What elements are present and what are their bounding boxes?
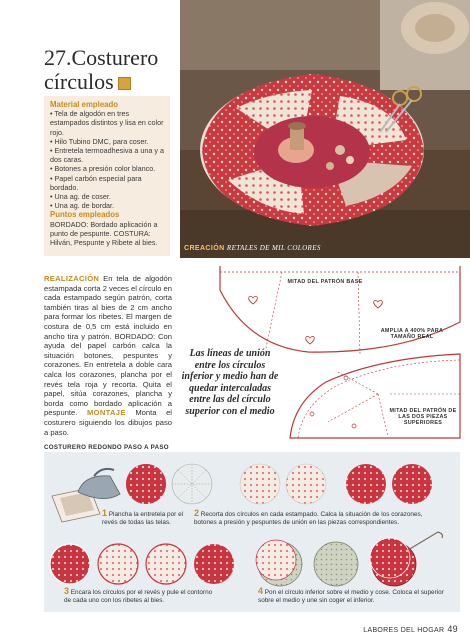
label-upper: MITAD DEL PATRÓN DE LAS DOS PIEZAS SUPERIORES bbox=[389, 408, 457, 426]
title-name-line: círculos bbox=[44, 69, 114, 94]
page-title bbox=[44, 46, 180, 94]
needle-icon bbox=[408, 532, 443, 550]
materials-box bbox=[44, 96, 170, 256]
material-item: • Tela de algodón en tres estampados distintos y lisa en color rojo. bbox=[50, 109, 164, 137]
step-1: 1 Plancha la entretela por el revés de todas las telas. bbox=[102, 508, 184, 526]
label-scale: AMPLIA A 400% PARA TAMAÑO REAL bbox=[380, 328, 444, 340]
material-item: • Entretela termoadhesiva a una y a dos caras. bbox=[50, 146, 164, 165]
stitches-heading: Puntos empleados bbox=[50, 210, 120, 220]
realizacion-keyword: REALIZACIÓN bbox=[44, 274, 100, 283]
label-base: MITAD DEL PATRÓN BASE bbox=[287, 279, 363, 285]
page-number: 49 bbox=[447, 624, 458, 634]
montaje-text: Monta el costurero siguiendo los dibujos paso a paso. bbox=[44, 408, 172, 437]
heart-icon bbox=[249, 296, 258, 304]
step-3: 3 Encara los círculos por el revés y pule el contorno de cada uno con los ribetes al bies. bbox=[64, 586, 213, 604]
title-number-line: 27.Costurero bbox=[44, 45, 159, 70]
step-2: 2 Recorta dos círculos en cada estampado. Calca la situación de los corazones, botones a presión y pespuntes de unión en las piezas correspondientes. bbox=[194, 508, 423, 526]
product-photo bbox=[180, 0, 470, 258]
realizacion-text: En tela de algodón estampada corta 2 veces el círculo en cada estampado según patrón, corta también tiras al bies de 2 cm ancho para formar los ribetes. El margen de costura de 0,5 cm está incluido en ancho tira y patrón. BORDADO: Con ayuda del papel carbón calca la situación botones, pespuntes y corazones. En entretela a doble cara calca los corazones, plancha por el revés tela roja y recorta. Quita el papel, sitúa corazones, plancha y borda como bordado aplicación a pespunte. bbox=[44, 274, 172, 418]
thread-spool-icon bbox=[118, 77, 131, 90]
page-footer bbox=[363, 624, 458, 634]
credit-label: CREACIÓN bbox=[184, 245, 225, 252]
stitches-text: BORDADO: Bordado aplicación a punto de pespunte. COSTURA: Hilván, Pespunte y Ribete al bies. bbox=[50, 219, 158, 248]
montaje-keyword: MONTAJE bbox=[87, 408, 126, 418]
magazine-name: LABORES DEL HOGAR bbox=[363, 627, 445, 634]
material-item: • Hilo Tubino DMC, para coser. bbox=[50, 136, 149, 146]
materials-list bbox=[50, 109, 164, 210]
heart-icon bbox=[374, 300, 383, 308]
pull-quote: Las líneas de unión entre los círculos inferior y medio han de quedar intercaladas entre las del círculo superior con el medio bbox=[181, 348, 279, 417]
material-item: • Una ag. de bordar. bbox=[50, 201, 115, 211]
heart-icon bbox=[306, 336, 315, 344]
instructions-text bbox=[44, 274, 172, 437]
step-4: 4 Pon el círculo inferior sobre el medio y cose. Coloca el superior sobre el medio y une sin coger el inferior. bbox=[258, 586, 444, 604]
materials-heading: Material empleado bbox=[50, 100, 119, 109]
material-item: • Papel carbón especial para bordado. bbox=[50, 173, 142, 192]
credit-text: RETALES DE MIL COLORES bbox=[226, 244, 321, 252]
photo-credit bbox=[184, 244, 321, 252]
steps-panel bbox=[44, 452, 460, 612]
material-item: • Botones a presión color blanco. bbox=[50, 164, 156, 174]
steps-title: COSTURERO REDONDO PASO A PASO bbox=[44, 444, 169, 451]
material-item: • Una ag. de coser. bbox=[50, 192, 111, 202]
